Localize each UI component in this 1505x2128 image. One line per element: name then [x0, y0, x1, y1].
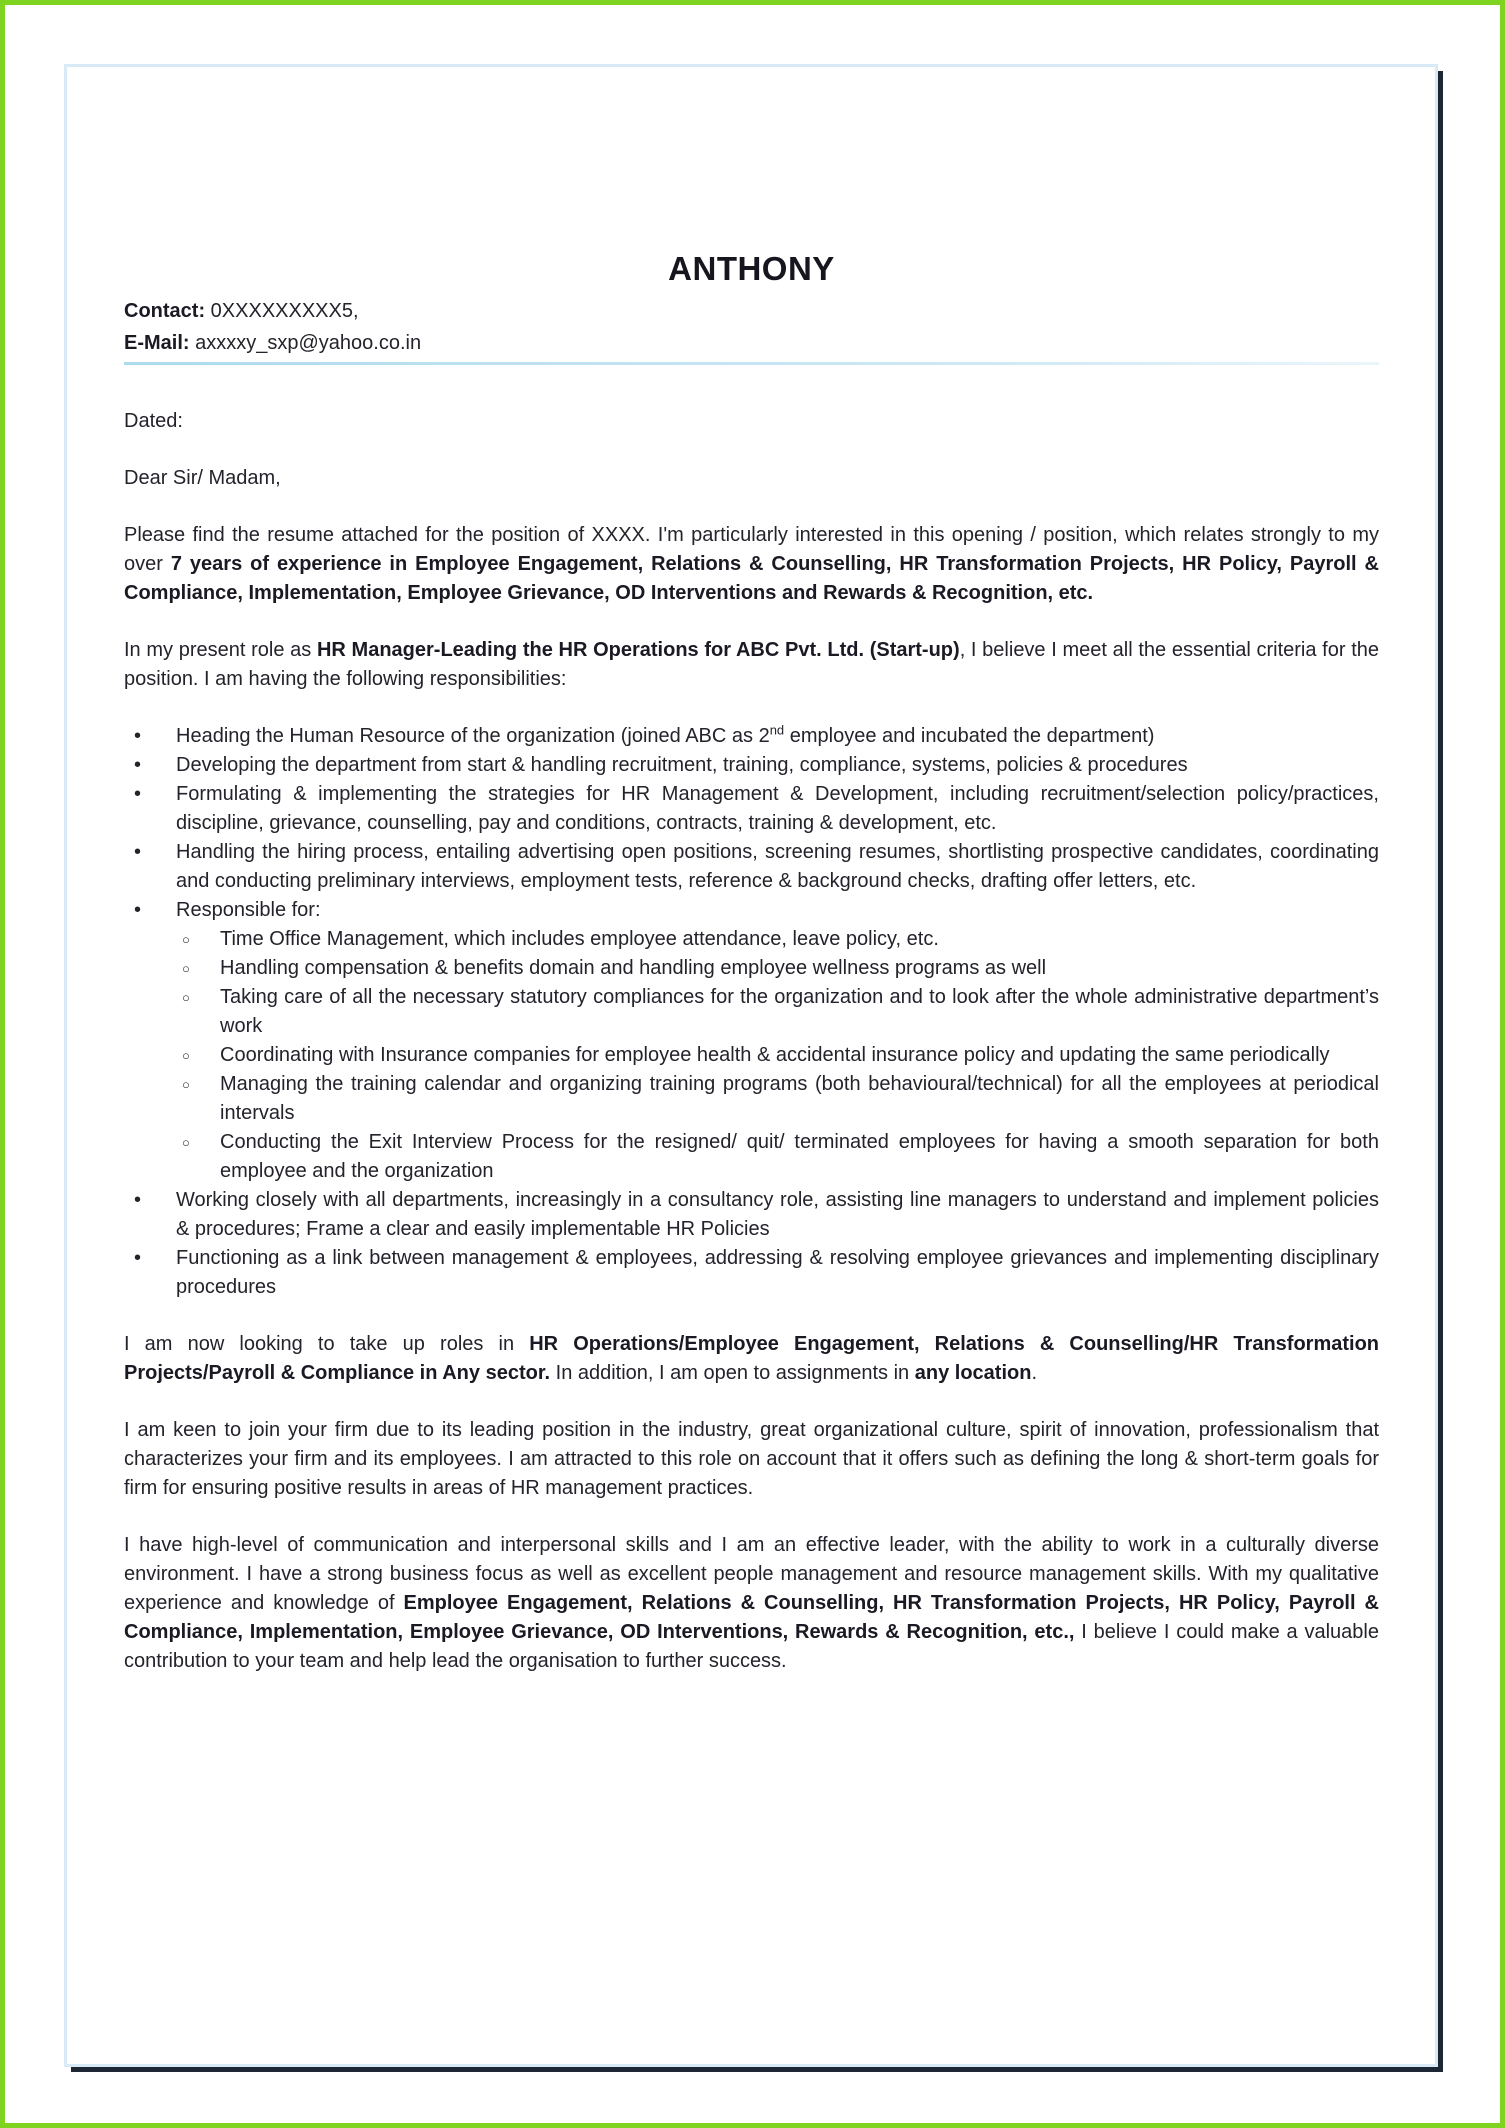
sub-bullet-item	[124, 983, 1379, 1041]
text-run: Handling compensation & benefits domain and handling employee wellness programs as well	[220, 957, 1047, 979]
bullet-item	[124, 780, 1379, 838]
text-run: Functioning as a link between management & employees, addressing & resolving employee grievances and implementing disciplinary procedures	[176, 1247, 1379, 1298]
text-run: Working closely with all departments, increasingly in a consultancy role, assisting line managers to understand and implement policies & procedures; Frame a clear and easily implementable HR Policies	[176, 1189, 1379, 1240]
bold-text: 7 years of experience in Employee Engagement, Relations & Counselling, HR Transformation Projects, HR Policy, Payroll & Compliance, Implementation, Employee Grievance, OD Interventions and Rewards & Recognition, etc.	[124, 553, 1380, 604]
bullet-item-text	[176, 841, 1379, 892]
paragraph	[124, 1531, 1379, 1676]
bullet-icon: •	[134, 754, 142, 776]
bullet-item-text	[176, 1247, 1379, 1298]
circle-bullet-icon: ○	[182, 961, 190, 976]
bullet-icon: •	[134, 783, 142, 805]
email-label: E-Mail:	[124, 332, 190, 354]
bullet-item-text	[176, 754, 1188, 776]
bullet-icon: •	[134, 725, 142, 747]
text-run: Heading the Human Resource of the organization (joined ABC as 2	[176, 725, 770, 747]
circle-bullet-icon: ○	[182, 1077, 190, 1092]
paragraph	[124, 407, 1379, 436]
sub-bullet-item-text	[220, 1131, 1379, 1182]
bullet-icon: •	[134, 1247, 142, 1269]
bullet-item	[124, 1244, 1379, 1302]
text-run: In addition, I am open to assignments in	[550, 1362, 915, 1384]
bullet-item-text	[176, 722, 1155, 747]
superscript-text: nd	[769, 722, 785, 738]
bold-text: HR Operations/Employee Engagement, Relations & Counselling/HR Transformation Projects/Payroll & Compliance in Any sector.	[124, 1333, 1380, 1384]
bold-text: any location	[914, 1362, 1032, 1384]
bullet-item	[124, 896, 1379, 925]
sub-bullet-item	[124, 954, 1379, 983]
letter-page	[64, 64, 1438, 2067]
paragraph	[124, 1416, 1379, 1503]
sub-bullet-item-text	[220, 1044, 1330, 1066]
text-run: .	[1031, 1362, 1038, 1384]
bold-text: Employee Engagement, Relations & Counselling, HR Transformation Projects, HR Policy, Payroll & Compliance, Implementation, Employee Grievance, OD Interventions, Rewards & Recognition, etc.,	[124, 1592, 1379, 1643]
text-run: Coordinating with Insurance companies for employee health & accidental insurance policy and updating the same periodically	[220, 1044, 1330, 1066]
bullet-item	[124, 751, 1379, 780]
circle-bullet-icon: ○	[182, 932, 190, 947]
paragraph	[124, 1330, 1379, 1388]
text-run: I have high-level of communication and interpersonal skills and I am an effective leader, with the ability to work in a culturally diverse environment. I have a strong business focus as well as excellent people management and resource management skills. With my qualitative experience and knowledge of	[124, 1534, 1379, 1614]
contact-block	[124, 295, 1379, 359]
text-run: Conducting the Exit Interview Process for the resigned/ quit/ terminated employees for having a smooth separation for both employee and the organization	[220, 1131, 1379, 1182]
text-run: Dear Sir/ Madam,	[124, 467, 281, 489]
bullet-item	[124, 1186, 1379, 1244]
sub-bullet-item	[124, 1041, 1379, 1070]
letter-title: ANTHONY	[668, 250, 835, 287]
text-run: Managing the training calendar and organizing training programs (both behavioural/technical) for all the employees at periodical intervals	[220, 1073, 1379, 1124]
bullet-item	[124, 838, 1379, 896]
text-run: Time Office Management, which includes employee attendance, leave policy, etc.	[220, 928, 939, 950]
sub-bullet-item-text	[220, 986, 1379, 1037]
bold-text: HR Manager-Leading the HR Operations for ABC Pvt. Ltd. (Start-up)	[316, 639, 960, 661]
bullet-icon: •	[134, 899, 142, 921]
text-run: I am now looking to take up roles in	[124, 1333, 530, 1355]
text-run: Dated:	[124, 410, 183, 432]
email-value: axxxxy_sxp@yahoo.co.in	[195, 332, 422, 354]
bullet-icon: •	[134, 841, 142, 863]
circle-bullet-icon: ○	[182, 1048, 190, 1063]
contact-line	[124, 295, 1379, 327]
text-run: Developing the department from start & handling recruitment, training, compliance, systems, policies & procedures	[176, 754, 1188, 776]
paragraph	[124, 464, 1379, 493]
text-run: Responsible for:	[176, 899, 321, 921]
letter-body	[124, 407, 1379, 1676]
paragraph	[124, 636, 1379, 694]
header-divider	[124, 362, 1379, 365]
circle-bullet-icon: ○	[182, 1135, 190, 1150]
contact-value: 0XXXXXXXXX5,	[210, 300, 359, 322]
bullet-item-text	[176, 1189, 1379, 1240]
bullet-item	[124, 722, 1379, 751]
responsibilities-list	[124, 722, 1379, 1302]
text-run: , I believe I meet all the essential criteria for the position. I am having the following responsibilities:	[124, 639, 1380, 690]
sub-bullet-item	[124, 1128, 1379, 1186]
text-run: I am keen to join your firm due to its leading position in the industry, great organizational culture, spirit of innovation, professionalism that characterizes your firm and its employees. I am attracted to this role on account that it offers such as defining the long & short-term goals for firm for ensuring positive results in areas of HR management practices.	[124, 1419, 1379, 1499]
circle-bullet-icon: ○	[182, 990, 190, 1005]
text-run: Taking care of all the necessary statutory compliances for the organization and to look after the whole administrative department’s work	[220, 986, 1379, 1037]
text-run: Please find the resume attached for the position of XXXX. I'm particularly interested in this opening / position, which relates strongly to my over	[124, 524, 1379, 575]
text-run: I believe I could make a valuable contribution to your team and help lead the organisation to further success.	[124, 1621, 1379, 1672]
sub-bullet-item-text	[220, 928, 939, 950]
bullet-item-text	[176, 899, 321, 921]
sub-bullet-item-text	[220, 957, 1046, 979]
paragraph	[124, 521, 1379, 608]
text-run: Handling the hiring process, entailing advertising open positions, screening resumes, shortlisting prospective candidates, coordinating and conducting preliminary interviews, employment tests, reference & background checks, drafting offer letters, etc.	[176, 841, 1379, 892]
bullet-item-text	[176, 783, 1379, 834]
sub-bullet-item-text	[220, 1073, 1379, 1124]
sub-bullet-item	[124, 925, 1379, 954]
email-line	[124, 327, 1379, 359]
text-run: employee and incubated the department)	[784, 725, 1155, 747]
text-run: Formulating & implementing the strategies for HR Management & Development, including recruitment/selection policy/practices, discipline, grievance, counselling, pay and conditions, contracts, training & development, etc.	[176, 783, 1379, 834]
bullet-icon: •	[134, 1189, 142, 1211]
contact-label: Contact:	[124, 300, 206, 322]
text-run: In my present role as	[124, 639, 317, 661]
sub-bullet-item	[124, 1070, 1379, 1128]
